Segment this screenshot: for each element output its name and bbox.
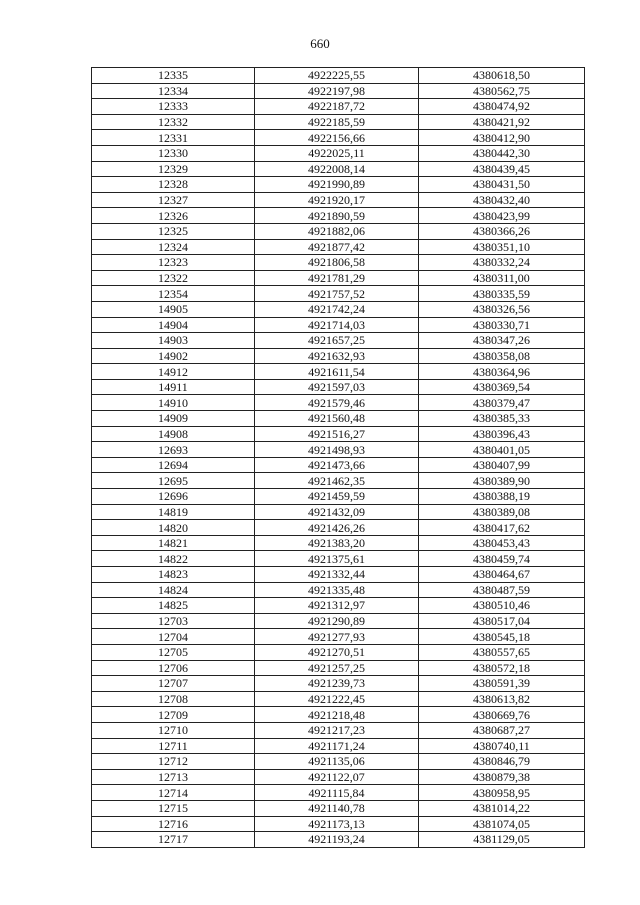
table-row	[92, 660, 585, 676]
point-number-cell: 12707	[92, 676, 255, 692]
y-coordinate-cell: 4380401,05	[419, 442, 585, 458]
table-row	[92, 800, 585, 816]
point-number-cell: 14819	[92, 504, 255, 520]
x-coordinate-cell: 4921560,48	[255, 411, 419, 427]
table-row	[92, 473, 585, 489]
table-row	[92, 145, 585, 161]
table-row	[92, 442, 585, 458]
y-coordinate-cell: 4380464,67	[419, 567, 585, 583]
x-coordinate-cell: 4921135,06	[255, 754, 419, 770]
x-coordinate-cell: 4921312,97	[255, 598, 419, 614]
y-coordinate-cell: 4380412,90	[419, 130, 585, 146]
table-row	[92, 317, 585, 333]
point-number-cell: 12330	[92, 145, 255, 161]
table-row	[92, 567, 585, 583]
x-coordinate-cell: 4921516,27	[255, 426, 419, 442]
table-row	[92, 551, 585, 567]
x-coordinate-cell: 4921257,25	[255, 660, 419, 676]
x-coordinate-cell: 4921239,73	[255, 676, 419, 692]
y-coordinate-cell: 4380385,33	[419, 411, 585, 427]
y-coordinate-cell: 4380432,40	[419, 192, 585, 208]
x-coordinate-cell: 4921122,07	[255, 769, 419, 785]
x-coordinate-cell: 4921426,26	[255, 520, 419, 536]
point-number-cell: 14912	[92, 364, 255, 380]
table-row	[92, 208, 585, 224]
y-coordinate-cell: 4380740,11	[419, 738, 585, 754]
y-coordinate-cell: 4380591,39	[419, 676, 585, 692]
x-coordinate-cell: 4921498,93	[255, 442, 419, 458]
point-number-cell: 12334	[92, 83, 255, 99]
table-row	[92, 333, 585, 349]
y-coordinate-cell: 4380417,62	[419, 520, 585, 536]
table-row	[92, 520, 585, 536]
x-coordinate-cell: 4921140,78	[255, 800, 419, 816]
point-number-cell: 12323	[92, 255, 255, 271]
point-number-cell: 12694	[92, 457, 255, 473]
point-number-cell: 14824	[92, 582, 255, 598]
point-number-cell: 12717	[92, 832, 255, 848]
table-row	[92, 722, 585, 738]
y-coordinate-cell: 4380366,26	[419, 223, 585, 239]
point-number-cell: 12333	[92, 99, 255, 115]
point-number-cell: 12693	[92, 442, 255, 458]
table-row	[92, 364, 585, 380]
point-number-cell: 14908	[92, 426, 255, 442]
point-number-cell: 12329	[92, 161, 255, 177]
point-number-cell: 14822	[92, 551, 255, 567]
y-coordinate-cell: 4380669,76	[419, 707, 585, 723]
x-coordinate-cell: 4921597,03	[255, 379, 419, 395]
point-number-cell: 14820	[92, 520, 255, 536]
x-coordinate-cell: 4921611,54	[255, 364, 419, 380]
point-number-cell: 12716	[92, 816, 255, 832]
point-number-cell: 12328	[92, 177, 255, 193]
x-coordinate-cell: 4921657,25	[255, 333, 419, 349]
table-row	[92, 395, 585, 411]
y-coordinate-cell: 4380453,43	[419, 535, 585, 551]
table-row	[92, 832, 585, 848]
x-coordinate-cell: 4922156,66	[255, 130, 419, 146]
y-coordinate-cell: 4380396,43	[419, 426, 585, 442]
table-row	[92, 130, 585, 146]
y-coordinate-cell: 4380562,75	[419, 83, 585, 99]
y-coordinate-cell: 4380687,27	[419, 722, 585, 738]
x-coordinate-cell: 4921920,17	[255, 192, 419, 208]
table-row	[92, 161, 585, 177]
y-coordinate-cell: 4380846,79	[419, 754, 585, 770]
y-coordinate-cell: 4380487,59	[419, 582, 585, 598]
y-coordinate-cell: 4380431,50	[419, 177, 585, 193]
table-row	[92, 629, 585, 645]
point-number-cell: 14910	[92, 395, 255, 411]
x-coordinate-cell: 4921432,09	[255, 504, 419, 520]
point-number-cell: 14903	[92, 333, 255, 349]
table-row	[92, 68, 585, 84]
x-coordinate-cell: 4921270,51	[255, 644, 419, 660]
x-coordinate-cell: 4922185,59	[255, 114, 419, 130]
table-row	[92, 83, 585, 99]
table-row	[92, 99, 585, 115]
table-row	[92, 114, 585, 130]
y-coordinate-cell: 4380510,46	[419, 598, 585, 614]
y-coordinate-cell: 4380618,50	[419, 68, 585, 84]
y-coordinate-cell: 4380459,74	[419, 551, 585, 567]
y-coordinate-cell: 4380388,19	[419, 489, 585, 505]
point-number-cell: 14902	[92, 348, 255, 364]
point-number-cell: 12710	[92, 722, 255, 738]
table-row	[92, 769, 585, 785]
x-coordinate-cell: 4921332,44	[255, 567, 419, 583]
x-coordinate-cell: 4921193,24	[255, 832, 419, 848]
table-row	[92, 286, 585, 302]
table-row	[92, 738, 585, 754]
table-row	[92, 192, 585, 208]
x-coordinate-cell: 4921757,52	[255, 286, 419, 302]
table-row	[92, 598, 585, 614]
table-row	[92, 255, 585, 271]
y-coordinate-cell: 4380311,00	[419, 270, 585, 286]
y-coordinate-cell: 4380389,90	[419, 473, 585, 489]
y-coordinate-cell: 4380351,10	[419, 239, 585, 255]
y-coordinate-cell: 4380379,47	[419, 395, 585, 411]
x-coordinate-cell: 4921335,48	[255, 582, 419, 598]
table-row	[92, 535, 585, 551]
coordinates-table	[91, 67, 585, 848]
y-coordinate-cell: 4380545,18	[419, 629, 585, 645]
table-row	[92, 426, 585, 442]
y-coordinate-cell: 4380474,92	[419, 99, 585, 115]
table-row	[92, 379, 585, 395]
table-row	[92, 177, 585, 193]
point-number-cell: 12696	[92, 489, 255, 505]
y-coordinate-cell: 4380389,08	[419, 504, 585, 520]
x-coordinate-cell: 4921171,24	[255, 738, 419, 754]
point-number-cell: 14821	[92, 535, 255, 551]
x-coordinate-cell: 4921714,03	[255, 317, 419, 333]
point-number-cell: 12354	[92, 286, 255, 302]
y-coordinate-cell: 4380330,71	[419, 317, 585, 333]
y-coordinate-cell: 4380572,18	[419, 660, 585, 676]
x-coordinate-cell: 4921290,89	[255, 613, 419, 629]
x-coordinate-cell: 4921222,45	[255, 691, 419, 707]
point-number-cell: 14823	[92, 567, 255, 583]
y-coordinate-cell: 4380879,38	[419, 769, 585, 785]
y-coordinate-cell: 4380364,96	[419, 364, 585, 380]
point-number-cell: 12704	[92, 629, 255, 645]
table-row	[92, 504, 585, 520]
point-number-cell: 12324	[92, 239, 255, 255]
point-number-cell: 12705	[92, 644, 255, 660]
x-coordinate-cell: 4921473,66	[255, 457, 419, 473]
y-coordinate-cell: 4380335,59	[419, 286, 585, 302]
table-row	[92, 223, 585, 239]
table-row	[92, 457, 585, 473]
table-row	[92, 816, 585, 832]
table-row	[92, 301, 585, 317]
point-number-cell: 12335	[92, 68, 255, 84]
x-coordinate-cell: 4921990,89	[255, 177, 419, 193]
point-number-cell: 12713	[92, 769, 255, 785]
table-row	[92, 613, 585, 629]
y-coordinate-cell: 4381129,05	[419, 832, 585, 848]
y-coordinate-cell: 4380958,95	[419, 785, 585, 801]
table-row	[92, 489, 585, 505]
point-number-cell: 12712	[92, 754, 255, 770]
y-coordinate-cell: 4380421,92	[419, 114, 585, 130]
table-row	[92, 707, 585, 723]
x-coordinate-cell: 4921742,24	[255, 301, 419, 317]
x-coordinate-cell: 4922225,55	[255, 68, 419, 84]
point-number-cell: 12331	[92, 130, 255, 146]
y-coordinate-cell: 4380613,82	[419, 691, 585, 707]
x-coordinate-cell: 4921781,29	[255, 270, 419, 286]
table-row	[92, 582, 585, 598]
y-coordinate-cell: 4380407,99	[419, 457, 585, 473]
x-coordinate-cell: 4921806,58	[255, 255, 419, 271]
point-number-cell: 14904	[92, 317, 255, 333]
point-number-cell: 12703	[92, 613, 255, 629]
y-coordinate-cell: 4380332,24	[419, 255, 585, 271]
point-number-cell: 12326	[92, 208, 255, 224]
page-number: 660	[310, 36, 330, 51]
y-coordinate-cell: 4380369,54	[419, 379, 585, 395]
x-coordinate-cell: 4921579,46	[255, 395, 419, 411]
point-number-cell: 12708	[92, 691, 255, 707]
point-number-cell: 12327	[92, 192, 255, 208]
table-row	[92, 270, 585, 286]
x-coordinate-cell: 4922025,11	[255, 145, 419, 161]
point-number-cell: 12711	[92, 738, 255, 754]
y-coordinate-cell: 4380557,65	[419, 644, 585, 660]
point-number-cell: 12695	[92, 473, 255, 489]
point-number-cell: 14909	[92, 411, 255, 427]
x-coordinate-cell: 4921459,59	[255, 489, 419, 505]
table-row	[92, 411, 585, 427]
y-coordinate-cell: 4380439,45	[419, 161, 585, 177]
y-coordinate-cell: 4381074,05	[419, 816, 585, 832]
x-coordinate-cell: 4921115,84	[255, 785, 419, 801]
table-row	[92, 239, 585, 255]
y-coordinate-cell: 4380326,56	[419, 301, 585, 317]
y-coordinate-cell: 4380442,30	[419, 145, 585, 161]
table-row	[92, 644, 585, 660]
point-number-cell: 12715	[92, 800, 255, 816]
x-coordinate-cell: 4921632,93	[255, 348, 419, 364]
x-coordinate-cell: 4921173,13	[255, 816, 419, 832]
x-coordinate-cell: 4921462,35	[255, 473, 419, 489]
x-coordinate-cell: 4921375,61	[255, 551, 419, 567]
x-coordinate-cell: 4922197,98	[255, 83, 419, 99]
point-number-cell: 12709	[92, 707, 255, 723]
x-coordinate-cell: 4921890,59	[255, 208, 419, 224]
table-row	[92, 785, 585, 801]
table-row	[92, 754, 585, 770]
point-number-cell: 12332	[92, 114, 255, 130]
x-coordinate-cell: 4921217,23	[255, 722, 419, 738]
x-coordinate-cell: 4922008,14	[255, 161, 419, 177]
x-coordinate-cell: 4921218,48	[255, 707, 419, 723]
coordinates-table-body	[92, 68, 585, 848]
point-number-cell: 14825	[92, 598, 255, 614]
x-coordinate-cell: 4921882,06	[255, 223, 419, 239]
point-number-cell: 12706	[92, 660, 255, 676]
point-number-cell: 12714	[92, 785, 255, 801]
y-coordinate-cell: 4380358,08	[419, 348, 585, 364]
table-row	[92, 348, 585, 364]
x-coordinate-cell: 4922187,72	[255, 99, 419, 115]
y-coordinate-cell: 4380517,04	[419, 613, 585, 629]
x-coordinate-cell: 4921383,20	[255, 535, 419, 551]
y-coordinate-cell: 4380423,99	[419, 208, 585, 224]
table-row	[92, 676, 585, 692]
y-coordinate-cell: 4380347,26	[419, 333, 585, 349]
x-coordinate-cell: 4921277,93	[255, 629, 419, 645]
point-number-cell: 14911	[92, 379, 255, 395]
point-number-cell: 12322	[92, 270, 255, 286]
point-number-cell: 12325	[92, 223, 255, 239]
x-coordinate-cell: 4921877,42	[255, 239, 419, 255]
point-number-cell: 14905	[92, 301, 255, 317]
table-row	[92, 691, 585, 707]
y-coordinate-cell: 4381014,22	[419, 800, 585, 816]
